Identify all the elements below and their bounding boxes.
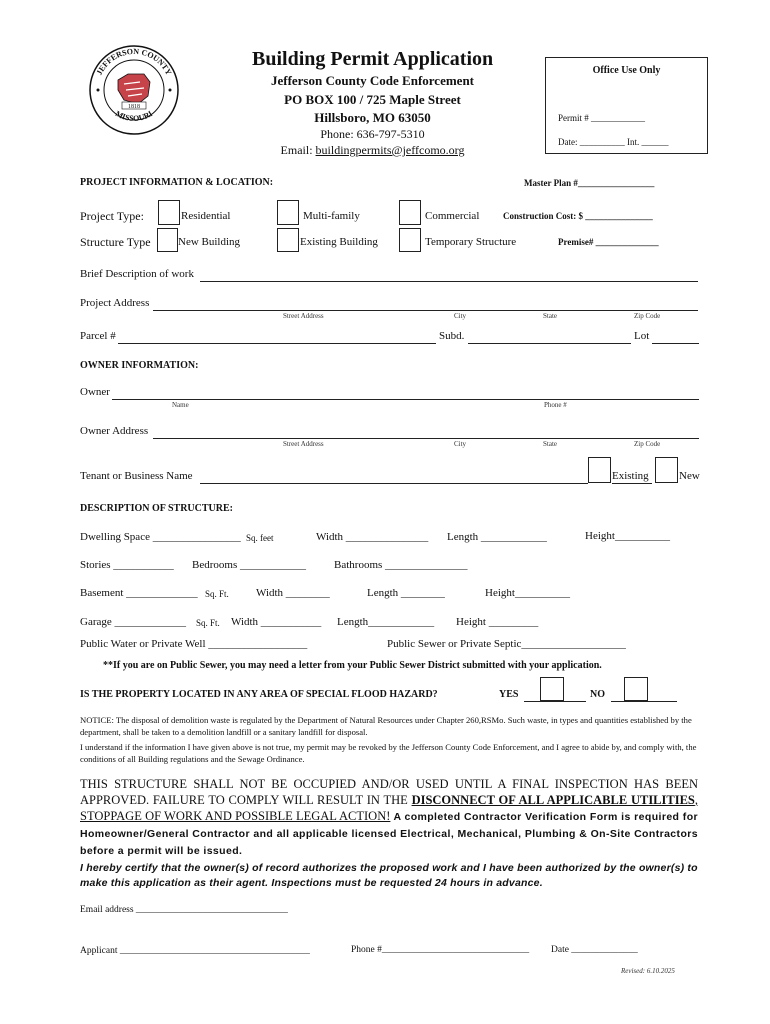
owner-address-state-caption: State	[543, 440, 557, 448]
structure-heading: DESCRIPTION OF STRUCTURE:	[80, 503, 233, 514]
office-use-title: Office Use Only	[592, 65, 661, 76]
org-address-line-1: PO BOX 100 / 725 Maple Street	[284, 92, 461, 107]
org-name: Jefferson County Code Enforcement	[270, 73, 475, 88]
flood-no-underline	[611, 701, 677, 702]
office-use-box	[545, 57, 708, 154]
multi-family-checkbox[interactable]	[277, 200, 299, 225]
applicant-phone-field[interactable]: Phone #_______________________________	[351, 945, 530, 955]
flood-no-label: NO	[590, 689, 605, 700]
length-field-1[interactable]: Length ____________	[447, 531, 547, 543]
multi-family-label: Multi-family	[303, 210, 360, 222]
svg-text:JEFFERSON COUNTY: JEFFERSON COUNTY	[94, 46, 174, 77]
revision-date: Revised: 6.10.2025	[621, 967, 675, 975]
applicant-field[interactable]: Applicant ________________________________________	[80, 946, 310, 956]
owner-field[interactable]	[112, 399, 699, 400]
project-address-city-caption: City	[454, 312, 467, 320]
lot-label: Lot	[634, 330, 650, 342]
structure-type-label: Structure Type	[80, 235, 151, 249]
brief-description-label: Brief Description of work	[80, 268, 194, 280]
parcel-field[interactable]	[118, 343, 436, 344]
premise-field[interactable]: Premise# ______________	[558, 237, 659, 247]
tenant-new-label: New	[679, 470, 700, 482]
subd-field[interactable]	[468, 343, 631, 344]
existing-building-checkbox[interactable]	[277, 228, 299, 252]
dwelling-sqfeet-unit: Sq. feet	[246, 533, 274, 543]
owner-address-field[interactable]	[153, 438, 699, 439]
information-acknowledgement: I understand if the information I have given above is not true, my permit may be revoked by the Jefferson County Code Enforcement, and I agree to abide by, and comply with, the conditions of all Building regulations and the Sewage Ordinance.	[80, 742, 697, 764]
construction-cost-field[interactable]: Construction Cost: $ _______________	[503, 211, 653, 221]
bedrooms-field[interactable]: Bedrooms ____________	[192, 559, 306, 571]
dwelling-space-field[interactable]: Dwelling Space ________________	[80, 531, 241, 543]
org-email-line: Email: buildingpermits@jeffcomo.org	[280, 143, 465, 157]
length-field-3[interactable]: Length____________	[337, 616, 435, 628]
garage-sqft-unit: Sq. Ft.	[196, 618, 220, 628]
flood-yes-label: YES	[499, 689, 519, 700]
agent-certification: I hereby certify that the owner(s) of record authorizes the proposed work and I have been authorized by the owner(s) to make this application as their agent. Inspections must be requested 24 hours in advance.	[80, 862, 698, 889]
owner-address-label: Owner Address	[80, 425, 149, 437]
flood-yes-checkbox[interactable]	[540, 677, 564, 701]
lot-field[interactable]	[652, 343, 699, 344]
project-heading: PROJECT INFORMATION & LOCATION:	[80, 177, 274, 188]
stories-field[interactable]: Stories ___________	[80, 559, 174, 571]
org-phone: Phone: 636-797-5310	[320, 127, 425, 141]
residential-label: Residential	[181, 210, 231, 222]
temporary-structure-label: Temporary Structure	[425, 236, 517, 248]
width-field-3[interactable]: Width ___________	[231, 616, 322, 628]
brief-description-field[interactable]	[200, 281, 698, 282]
owner-address-city-caption: City	[454, 440, 467, 448]
width-field-2[interactable]: Width ________	[256, 587, 330, 599]
flood-hazard-question: IS THE PROPERTY LOCATED IN ANY AREA OF SPECIAL FLOOD HAZARD?	[80, 689, 438, 700]
garage-field[interactable]: Garage _____________	[80, 616, 187, 628]
new-building-label: New Building	[178, 236, 241, 248]
parcel-label: Parcel #	[80, 330, 116, 342]
height-field-3[interactable]: Height _________	[456, 616, 539, 628]
basement-sqft-unit: Sq. Ft.	[205, 589, 229, 599]
tenant-label: Tenant or Business Name	[80, 470, 193, 482]
project-address-zip-caption: Zip Code	[634, 312, 661, 320]
project-address-street-caption: Street Address	[283, 312, 324, 320]
width-field-1[interactable]: Width _______________	[316, 531, 429, 543]
owner-heading: OWNER INFORMATION:	[80, 360, 199, 371]
occupancy-warning: THIS STRUCTURE SHALL NOT BE OCCUPIED AND/OR USED UNTIL A FINAL INSPECTION HAS BEEN APPROVED. FAILURE TO COMPLY WILL RESULT IN THE DISCONNECT OF ALL APPLICABLE UTILITIES, STOPPAGE OF WORK AND POSSIBLE LEGAL ACTION! A completed Contractor Verification Form is required for Homeowner/General Contractor and all applicable licensed Electrical, Mechanical, Plumbing & On-Site Contractors before a permit will be issued.	[80, 777, 699, 857]
temporary-structure-checkbox[interactable]	[399, 228, 421, 252]
application-date-field[interactable]: Date ______________	[551, 945, 638, 955]
height-field-1[interactable]: Height__________	[585, 530, 670, 542]
length-field-2[interactable]: Length ________	[367, 587, 445, 599]
public-sewer-note: **If you are on Public Sewer, you may need a letter from your Public Sewer District submitted with your application.	[103, 660, 602, 671]
tenant-existing-label: Existing	[612, 470, 649, 482]
commercial-label: Commercial	[425, 210, 480, 222]
sewer-field[interactable]: Public Sewer or Private Septic___________________	[387, 638, 626, 650]
office-permit-field: Permit # ____________	[558, 113, 645, 123]
bathrooms-field[interactable]: Bathrooms _______________	[334, 559, 468, 571]
basement-field[interactable]: Basement _____________	[80, 587, 198, 599]
form-title: Building Permit Application	[252, 48, 494, 70]
tenant-field[interactable]	[200, 483, 588, 484]
svg-text:MISSOURI: MISSOURI	[113, 108, 155, 124]
org-address-line-2: Hillsboro, MO 63050	[314, 110, 431, 125]
tenant-existing-checkbox[interactable]	[588, 457, 611, 483]
email-address-field[interactable]: Email address ________________________________	[80, 905, 288, 915]
new-building-checkbox[interactable]	[157, 228, 178, 252]
tenant-existing-underline	[612, 483, 652, 484]
commercial-checkbox[interactable]	[399, 200, 421, 225]
owner-phone-caption: Phone #	[544, 401, 567, 409]
owner-address-zip-caption: Zip Code	[634, 440, 661, 448]
existing-building-label: Existing Building	[300, 236, 378, 248]
flood-no-checkbox[interactable]	[624, 677, 648, 701]
office-date-field: Date: __________ Int. ______	[558, 137, 669, 147]
org-email-link[interactable]: buildingpermits@jeffcomo.org	[315, 143, 465, 157]
flood-yes-underline	[524, 701, 586, 702]
residential-checkbox[interactable]	[158, 200, 180, 225]
master-plan-field[interactable]: Master Plan #_________________	[524, 178, 655, 188]
subd-label: Subd.	[439, 330, 465, 342]
project-type-label: Project Type:	[80, 209, 144, 223]
project-address-field[interactable]	[153, 310, 698, 311]
owner-address-street-caption: Street Address	[283, 440, 324, 448]
water-field[interactable]: Public Water or Private Well __________________	[80, 638, 308, 650]
owner-name-caption: Name	[172, 401, 189, 409]
demolition-notice: NOTICE: The disposal of demolition waste is regulated by the Department of Natural Resources under Chapter 260,RSMo. Such waste, in types and quantities established by the department, shall be taken to a demolition landfill or a sanitary landfill for disposal.	[80, 715, 692, 737]
height-field-2[interactable]: Height__________	[485, 587, 570, 599]
svg-text:1818: 1818	[128, 104, 140, 110]
project-address-label: Project Address	[80, 297, 150, 309]
tenant-new-checkbox[interactable]	[655, 457, 678, 483]
owner-label: Owner	[80, 386, 110, 398]
project-address-state-caption: State	[543, 312, 557, 320]
